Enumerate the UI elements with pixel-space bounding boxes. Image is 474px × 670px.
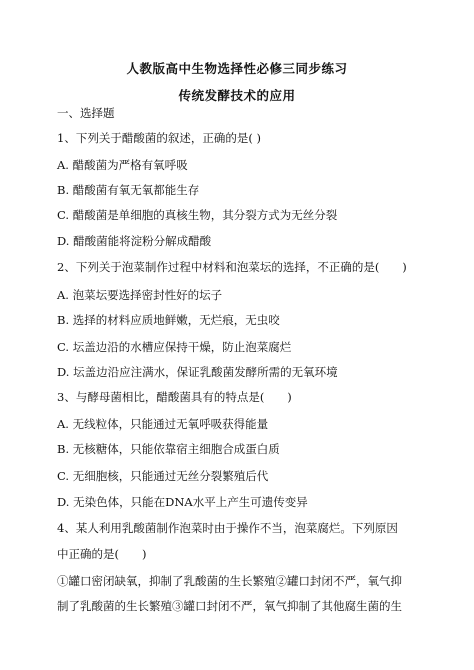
- document-title: 人教版高中生物选择性必修三同步练习: [126, 61, 348, 76]
- question-3-stem: 3、与酵母菌相比，醋酸菌具有的特点是( ): [57, 390, 292, 404]
- question-1-option-a: A. 醋酸菌为严格有氧呼吸: [57, 158, 188, 172]
- question-3-option-a: A. 无线粒体，只能通过无氧呼吸获得能量: [57, 417, 269, 431]
- question-2-option-c: C. 坛盖边沿的水槽应保持干燥，防止泡菜腐烂: [57, 340, 292, 354]
- question-2-option-b: B. 选择的材料应质地鲜嫩，无烂痕，无虫咬: [57, 313, 280, 327]
- section-heading: 一、选择题: [57, 106, 115, 120]
- question-2-option-a: A. 泡菜坛要选择密封性好的坛子: [57, 288, 223, 302]
- question-2-stem: 2、下列关于泡菜制作过程中材料和泡菜坛的选择，不正确的是( ): [57, 260, 407, 274]
- document-subtitle: 传统发酵技术的应用: [178, 88, 296, 103]
- question-1-stem: 1、下列关于醋酸菌的叙述，正确的是( ): [57, 131, 261, 145]
- question-1-option-d: D. 醋酸菌能将淀粉分解成醋酸: [57, 234, 212, 248]
- question-4-body-line-2: 制了乳酸菌的生长繁殖③罐口封闭不严，氧气抑制了其他腐生菌的生: [57, 599, 402, 613]
- question-4-stem-line-1: 4、某人利用乳酸菌制作泡菜时由于操作不当，泡菜腐烂。下列原因: [57, 521, 398, 535]
- question-3-option-d: D. 无染色体，只能在DNA水平上产生可遗传变异: [57, 495, 308, 509]
- question-3-option-b: B. 无核糖体，只能依靠宿主细胞合成蛋白质: [57, 442, 280, 456]
- question-3-option-c: C. 无细胞核，只能通过无丝分裂繁殖后代: [57, 469, 269, 483]
- question-1-option-c: C. 醋酸菌是单细胞的真核生物，其分裂方式为无丝分裂: [57, 208, 338, 222]
- question-1-option-b: B. 醋酸菌有氧无氧都能生存: [57, 183, 200, 197]
- question-2-option-d: D. 坛盖边沿应注满水，保证乳酸菌发酵所需的无氧环境: [57, 365, 338, 379]
- question-4-stem-line-2: 中正确的是( ): [57, 547, 147, 561]
- question-4-body-line-1: ①罐口密闭缺氧，抑制了乳酸菌的生长繁殖②罐口封闭不严，氧气抑: [57, 574, 402, 588]
